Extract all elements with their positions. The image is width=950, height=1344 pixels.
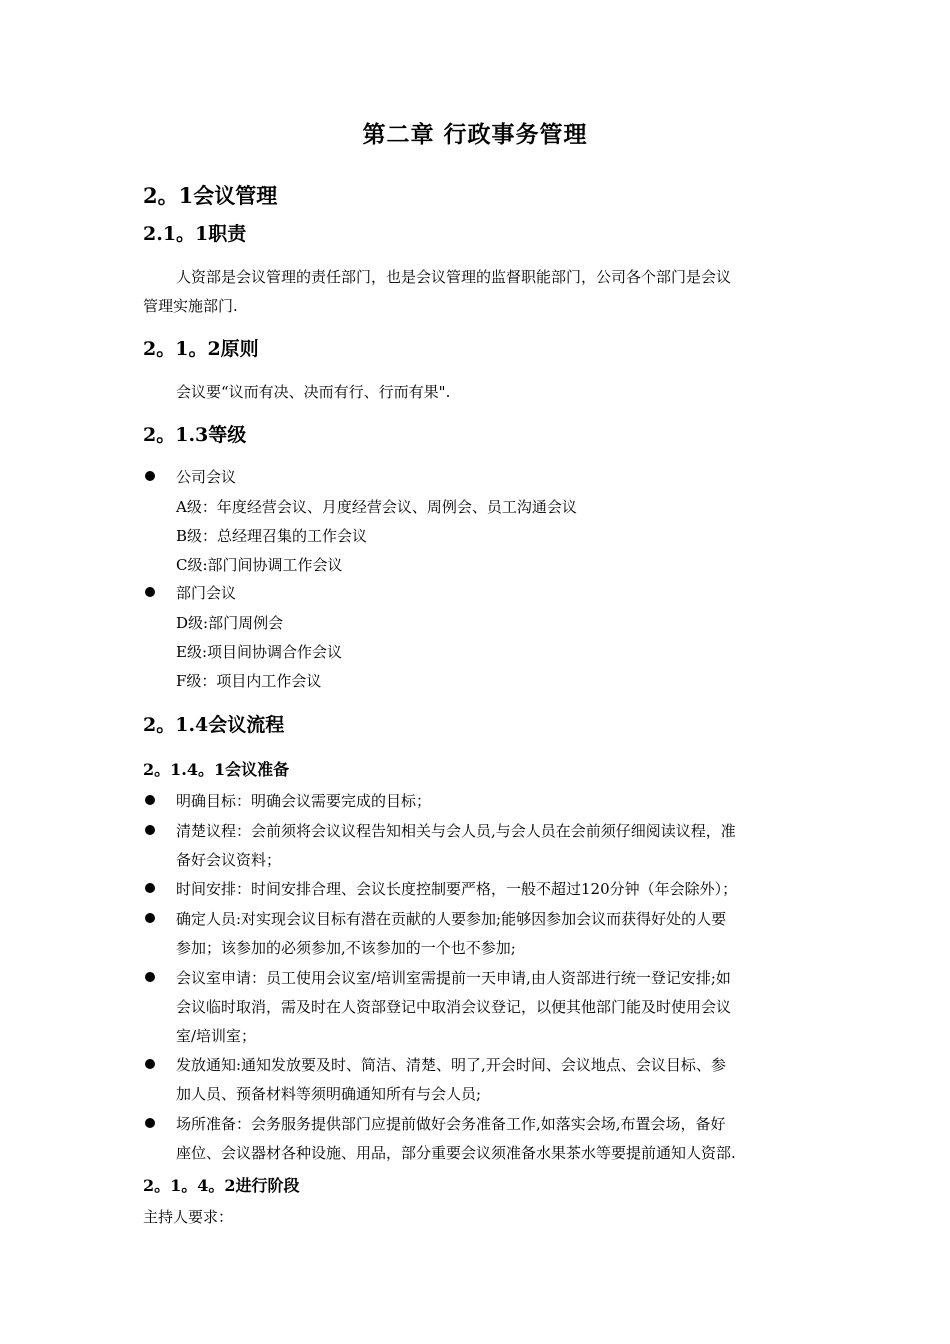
prep-item-room-line3: 室/培训室； — [176, 1027, 257, 1045]
bullet-icon — [145, 1059, 155, 1069]
prep-item-venue-line1: 场所准备：会务服务提供部门应提前做好会务准备工作,如落实会场,布置会场，备好 — [176, 1115, 726, 1133]
prep-item-people-line2: 参加；该参加的必须参加,不该参加的一个也不参加; — [176, 939, 516, 957]
bullet-icon — [145, 795, 155, 805]
prep-item-goal: 明确目标：明确会议需要完成的目标； — [176, 792, 432, 810]
prep-item-agenda-line2: 备好会议资料； — [176, 851, 282, 869]
sub-subsection-heading-progress: 2。1。4。2进行阶段 — [143, 1176, 300, 1195]
level-a: A级：年度经营会议、月度经营会议、周例会、员工沟通会议 — [176, 498, 577, 516]
level-f: F级：项目内工作会议 — [176, 672, 322, 690]
bullet-icon — [145, 1118, 155, 1128]
host-requirements: 主持人要求： — [143, 1208, 234, 1226]
chapter-title: 第二章 行政事务管理 — [362, 121, 588, 148]
prep-item-agenda-line1: 清楚议程：会前须将会议议程告知相关与会人员,与会人员在会前须仔细阅读议程，准 — [176, 822, 736, 840]
bullet-icon — [145, 587, 155, 597]
bullet-icon — [145, 913, 155, 923]
subsection-heading-duty: 2.1。1职责 — [143, 223, 247, 245]
list-item-company-meeting: 公司会议 — [176, 468, 237, 486]
prep-item-notice-line1: 发放通知:通知发放要及时、简洁、清楚、明了,开会时间、会议地点、会议目标、参 — [176, 1056, 726, 1074]
subsection-heading-levels: 2。1.3等级 — [143, 424, 247, 446]
prep-item-notice-line2: 加人员、预备材料等须明确通知所有与会人员; — [176, 1085, 482, 1103]
sub-subsection-heading-prep: 2。1.4。1会议准备 — [143, 760, 290, 779]
list-item-dept-meeting: 部门会议 — [176, 584, 237, 602]
level-d: D级:部门周例会 — [176, 614, 284, 632]
principle-text: 会议要“议而有决、决而有行、行而有果". — [176, 383, 451, 401]
section-heading: 2。1会议管理 — [143, 183, 278, 208]
level-c: C级:部门间协调工作会议 — [176, 556, 343, 574]
bullet-icon — [145, 471, 155, 481]
subsection-heading-principle: 2。1。2原则 — [143, 338, 259, 360]
subsection-heading-process: 2。1.4会议流程 — [143, 714, 285, 736]
prep-item-time: 时间安排：时间安排合理、会议长度控制要严格，一般不超过120分钟（年会除外）； — [176, 880, 738, 898]
prep-item-room-line1: 会议室申请：员工使用会议室/培训室需提前一天申请,由人资部进行统一登记安排;如 — [176, 969, 731, 987]
duty-line-2: 管理实施部门. — [143, 297, 238, 315]
level-b: B级：总经理召集的工作会议 — [176, 527, 368, 545]
prep-item-venue-line2: 座位、会议器材各种设施、用品，部分重要会议须准备水果茶水等要提前通知人资部. — [176, 1144, 736, 1162]
level-e: E级:项目间协调合作会议 — [176, 643, 343, 661]
bullet-icon — [145, 883, 155, 893]
bullet-icon — [145, 825, 155, 835]
duty-line-1: 人资部是会议管理的责任部门，也是会议管理的监督职能部门，公司各个部门是会议 — [176, 268, 732, 286]
prep-item-room-line2: 会议临时取消，需及时在人资部登记中取消会议登记，以便其他部门能及时使用会议 — [176, 998, 732, 1016]
prep-item-people-line1: 确定人员:对实现会议目标有潜在贡献的人要参加;能够因参加会议而获得好处的人要 — [176, 910, 727, 928]
bullet-icon — [145, 972, 155, 982]
